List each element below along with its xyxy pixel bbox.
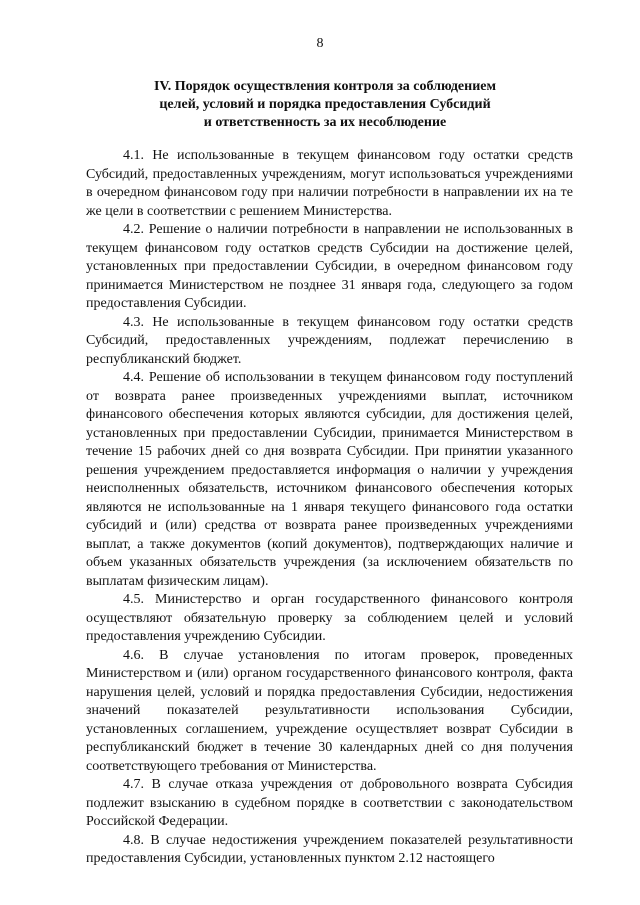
paragraph-4-8: 4.8. В случае недостижения учреждением показателей результативности предоставления Субсидии, установленных пунктом 2.12 настоящего [86, 832, 573, 866]
paragraph-4-2: 4.2. Решение о наличии потребности в направлении не использованных в текущем финансовом году остатков средств Субсидии на достижение целей, установленных при предоставлении Субсидии, в очередном финансовом году принимается Министерством не позднее 31 января года, следующего за годом предоставления Субсидии. [86, 222, 573, 311]
section-heading [100, 78, 550, 132]
paragraph-4-6: 4.6. В случае установления по итогам проверок, проведенных Министерством и (или) органом государственного финансового контроля, факта нарушения целей, условий и порядка предоставления Субсидии, недостижения значений показателей результативности использования Субсидии, установленных соглашением, учреждение осуществляет возврат Субсидии в республиканский бюджет в течение 30 календарных дней со дня получения соответствующего требования от Министерства. [86, 647, 573, 774]
paragraph-4-4: 4.4. Решение об использовании в текущем финансовом году поступлений от возврата ранее произведенных учреждениями выплат, источником финансового обеспечения которых являются субсидии, для достижения целей, установленных при предоставлении Субсидии, принимается Министерством в течение 15 рабочих дней со дня возврата Субсидии. При принятии указанного решения учреждением предоставляется информация о наличии у учреждения неисполненных обязательств, источником финансового обеспечения которых являются не использованные на 1 января текущего финансового года остатки субсидий и (или) средства от возврата ранее произведенных учреждениями выплат, а также документов (копий документов), подтверждающих наличие и объем указанных обязательств учреждения (за исключением обязательств по выплатам физическим лицам). [86, 370, 573, 589]
section-body [86, 147, 573, 869]
paragraph-4-3: 4.3. Не использованные в текущем финансовом году остатки средств Субсидий, предоставленных учреждениям, подлежат перечислению в республиканский бюджет. [86, 314, 573, 367]
section-heading-line: и ответственность за их несоблюдение [203, 115, 447, 130]
paragraph-4-7: 4.7. В случае отказа учреждения от добровольного возврата Субсидия подлежит взысканию в судебном порядке в соответствии с законодательством Российской Федерации. [86, 777, 573, 829]
paragraph-4-1: 4.1. Не использованные в текущем финансовом году остатки средств Субсидий, предоставленных учреждениям, могут использоваться учреждениями в очередном финансовом году при наличии потребности в направлении их на те же цели в соответствии с решением Министерства. [86, 148, 573, 219]
paragraph-4-5: 4.5. Министерство и орган государственного финансового контроля осуществляют обязательную проверку за соблюдением целей и условий предоставления учреждению Субсидии. [86, 592, 573, 644]
section-heading-line: IV. Порядок осуществления контроля за соблюдением [153, 79, 497, 94]
section-heading-line: целей, условий и порядка предоставления Субсидий [159, 97, 491, 112]
page-number: 8 [316, 36, 324, 51]
